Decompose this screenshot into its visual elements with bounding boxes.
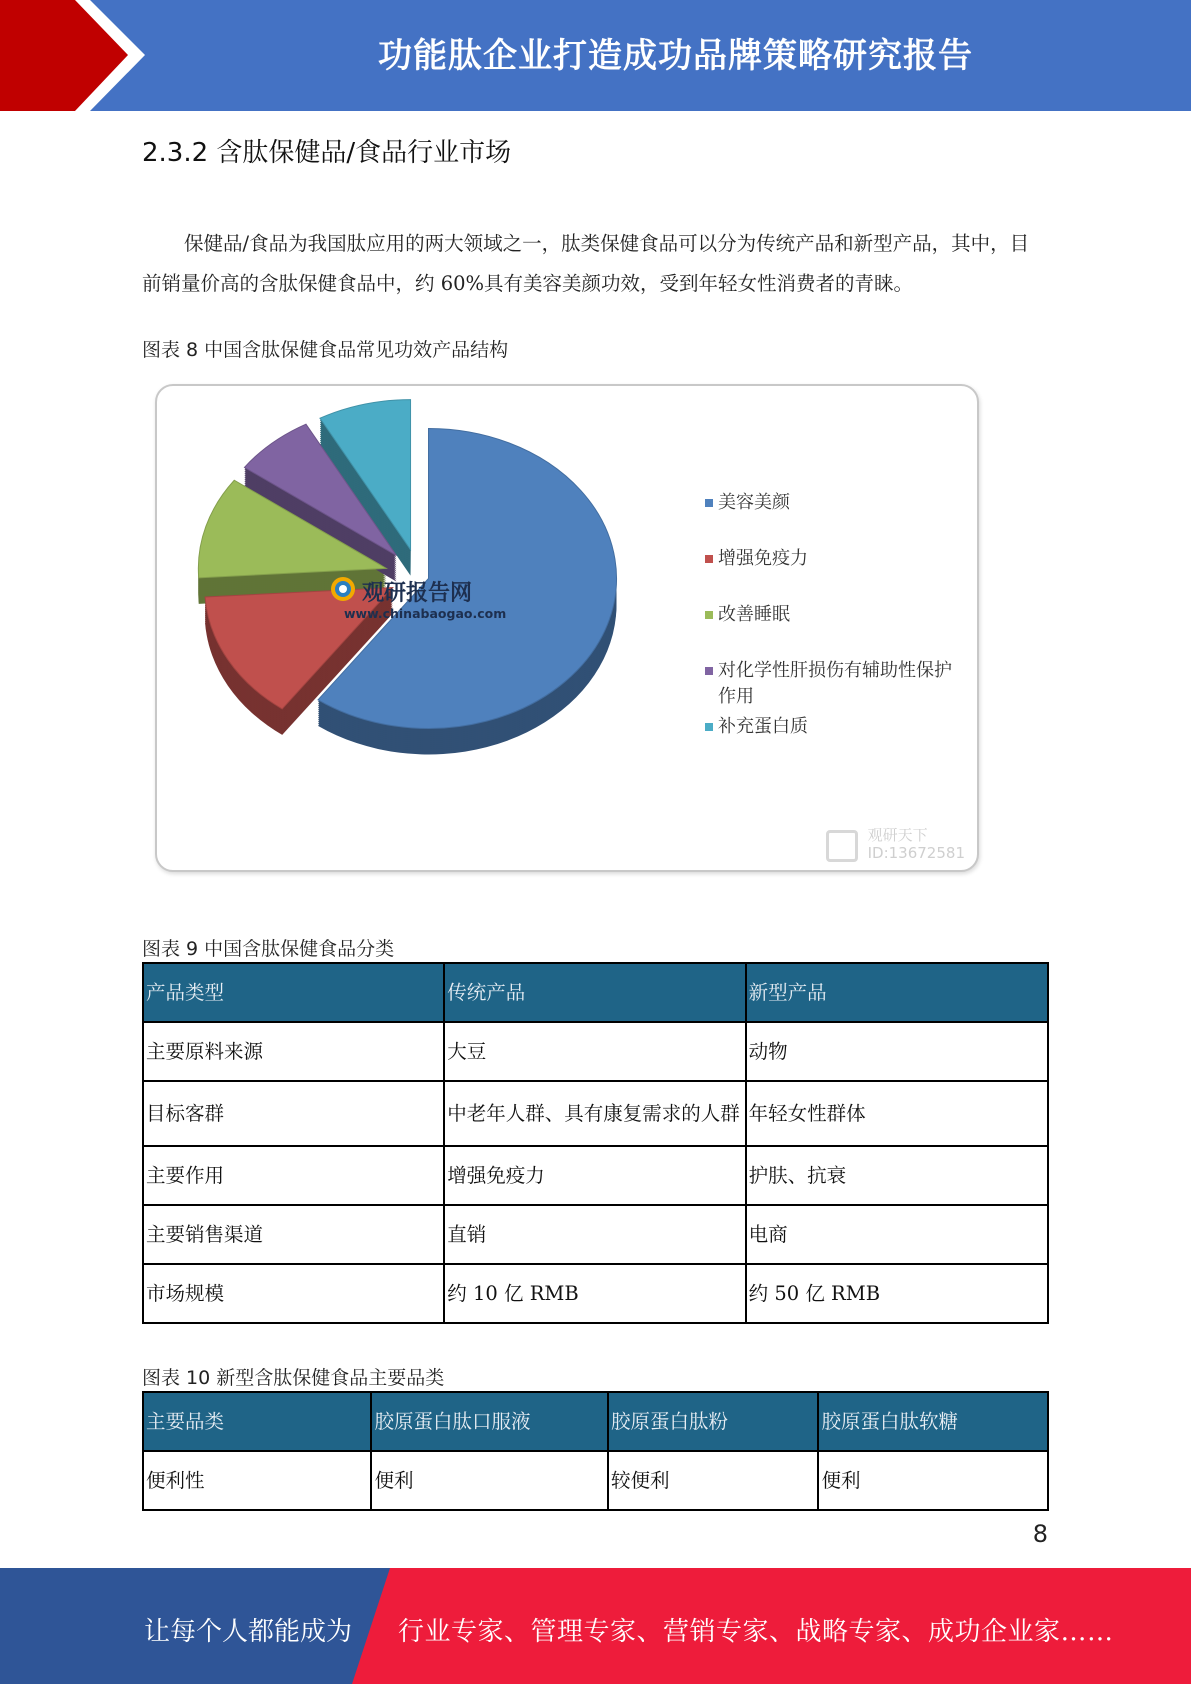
figure8-caption: 图表 8 中国含肽保健食品常见功效产品结构: [142, 339, 509, 361]
table-row: [143, 1081, 1048, 1146]
watermark-id-line1: 观研天下: [867, 826, 928, 844]
watermark-stamp-icon: [826, 830, 858, 862]
table-cell: 中老年人群、具有康复需求的人群: [444, 1081, 745, 1146]
table-cell: 大豆: [444, 1022, 745, 1081]
table-cell: 目标客群: [143, 1081, 444, 1146]
watermark-swirl-icon: [328, 574, 358, 604]
table-row: [143, 1264, 1048, 1323]
table-header-row: [143, 963, 1048, 1022]
table-row: [143, 1146, 1048, 1205]
table-cell: 较便利: [608, 1451, 819, 1510]
figure10-caption: 图表 10 新型含肽保健食品主要品类: [142, 1367, 445, 1389]
table-cell: 动物: [746, 1022, 1048, 1081]
footer-slogan-left: 让每个人都能成为: [144, 1617, 353, 1647]
table-row: [143, 1451, 1048, 1510]
table-header-cell: 新型产品: [746, 963, 1048, 1022]
legend-swatch: [705, 611, 713, 619]
table-cell: 主要销售渠道: [143, 1205, 444, 1264]
pie-chart: [157, 386, 981, 874]
legend-swatch: [705, 667, 713, 675]
table-row: [143, 1205, 1048, 1264]
watermark-url: www.chinabaogao.com: [344, 606, 507, 621]
report-title: 功能肽企业打造成功品牌策略研究报告: [378, 36, 973, 76]
table-header-cell: 产品类型: [143, 963, 444, 1022]
legend-label: 美容美颜: [718, 492, 790, 513]
legend-item: [705, 490, 967, 516]
table-cell: 增强免疫力: [444, 1146, 745, 1205]
page-number: 8: [1032, 1520, 1048, 1548]
table-cell: 便利性: [143, 1451, 371, 1510]
legend-swatch: [705, 555, 713, 563]
table-header-row: [143, 1392, 1048, 1451]
legend-item: [705, 602, 967, 628]
table-cell: 年轻女性群体: [746, 1081, 1048, 1146]
table-cell: 约 10 亿 RMB: [444, 1264, 745, 1323]
table-header-cell: 传统产品: [444, 963, 745, 1022]
legend-label: 补充蛋白质: [718, 716, 808, 737]
footer-slogan-right: 行业专家、管理专家、营销专家、战略专家、成功企业家……: [398, 1617, 1114, 1647]
legend-item: [705, 658, 967, 710]
header-arrow-accent: [0, 0, 160, 111]
legend-item: [705, 546, 967, 572]
table-header-cell: 胶原蛋白肽口服液: [371, 1392, 607, 1451]
legend-swatch: [705, 499, 713, 507]
table-cell: 主要原料来源: [143, 1022, 444, 1081]
figure9-caption: 图表 9 中国含肽保健食品分类: [142, 938, 395, 960]
table-cell: 便利: [371, 1451, 607, 1510]
table-cell: 护肤、抗衰: [746, 1146, 1048, 1205]
table-header-cell: 胶原蛋白肽软糖: [818, 1392, 1048, 1451]
table-cell: 市场规模: [143, 1264, 444, 1323]
table-header-cell: 主要品类: [143, 1392, 371, 1451]
legend-label: 改善睡眠: [718, 604, 790, 625]
body-paragraph: 保健品/食品为我国肽应用的两大领域之一，肽类保健食品可以分为传统产品和新型产品，其中，目前销量价高的含肽保健食品中，约 60%具有美容美颜功效，受到年轻女性消费者的青睐。: [142, 232, 1030, 295]
table-row: [143, 1022, 1048, 1081]
page-header: [0, 0, 1191, 111]
page-footer: [0, 1568, 1191, 1684]
watermark-name: 观研报告网: [362, 581, 473, 606]
pie-chart-frame: [155, 384, 979, 872]
table-cell: 直销: [444, 1205, 745, 1264]
table-cell: 约 50 亿 RMB: [746, 1264, 1048, 1323]
table-cell: 电商: [746, 1205, 1048, 1264]
section-heading: 2.3.2 含肽保健品/食品行业市场: [142, 138, 512, 168]
legend-label: 增强免疫力: [718, 548, 808, 569]
legend-item: [705, 714, 967, 740]
watermark-id: [868, 826, 965, 862]
collagen-category-table: [142, 1391, 1049, 1511]
watermark-id-line2: ID:13672581: [867, 844, 965, 862]
legend-label: 对化学性肝损伤有辅助性保护作用: [718, 660, 952, 707]
product-type-table: [142, 962, 1049, 1324]
table-cell: 便利: [818, 1451, 1048, 1510]
legend-swatch: [705, 723, 713, 731]
table-header-cell: 胶原蛋白肽粉: [608, 1392, 819, 1451]
table-cell: 主要作用: [143, 1146, 444, 1205]
